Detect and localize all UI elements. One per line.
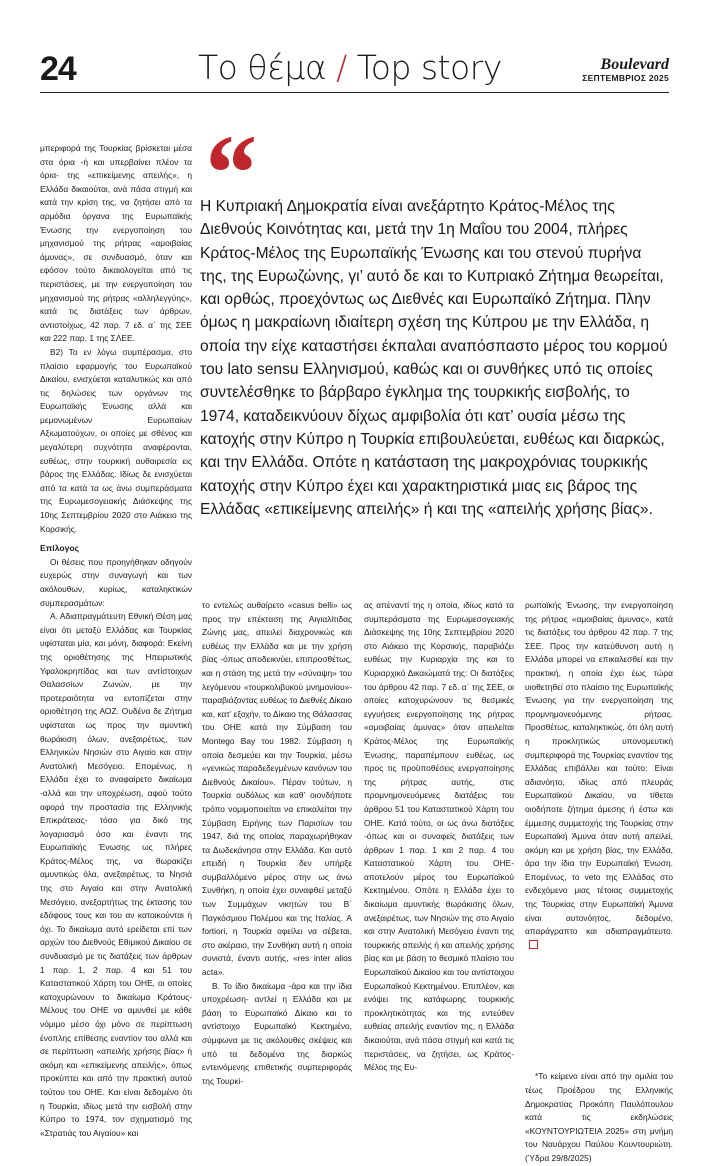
issue-date: ΣΕΠΤΕΜΒΡΙΟΣ 2025 bbox=[582, 73, 669, 83]
brand-logo: Boulevard bbox=[600, 56, 669, 73]
paragraph: το εντελώς αυθαίρετο «casus belli» ως προς την επέκταση της Αιγιαλίτιδας Ζώνης μας, απειλεί διαχρονικώς και ευθέως την Ελλάδα και με την χρήση βίας -όπως αποδεικνύει, επιπροσθέτως, και η στάση της μετά την «σύναψη» του λεγόμενου «τουρκολιβυκού μνημονίου»- παραβιάζοντας ευθέως το Διεθνές Δίκαιο και, κατ’ εξοχήν, το Δίκαιο της Θάλασσας του ΟΗΕ κατά την Σύμβαση του Montego Bay του 1982. Σύμβαση η οποία δεσμεύει και την Τουρκία, μέσω «γενικώς παραδεδεγμένων κανόνων του Διεθνούς Δικαίου». Πέραν τούτων, η Τουρκία ουδόλως και καθ’ οιονδήποτε τρόπο νομιμοποιείται να επικαλείται την Σύμβαση Ειρήνης των Παρισίων του 1947, διά της οποίας παραχωρήθηκαν τα Δωδεκάνησα στην Ελλάδα. Και αυτό επειδή η Τουρκία δεν υπήρξε συμβαλλόμενο μέρος στην ως άνω Συνθήκη, η οποία έχει συναφθεί μεταξύ των Συμμάχων νικητών του Β΄ Παγκόσμιου Πολέμου και της Ιταλίας. A fortiori, η Τουρκία οφείλει να σέβεται, στο ακέραιο, την Συνθήκη αυτή η οποία συνιστά, έναντι αυτής, «res inter alios acta». bbox=[202, 600, 352, 978]
header-rule bbox=[40, 92, 669, 93]
article-column-3 bbox=[364, 599, 514, 1075]
subheading-epilogue: Επίλογος bbox=[40, 543, 80, 554]
paragraph: μπεριφορά της Τουρκίας βρίσκεται μέσα στα όρια -ή και υπερβαίνει πλέον τα όρια- της «επικείμενης απειλής», η Ελλάδα δικαιούται, ανά πάσα στιγμή και κατά την κρίση της, να ζητήσει από τα αρμόδια όργανα της Ευρωπαϊκής Ένωσης την ενεργοποίηση του μηχανισμού της ρήτρας «αμοιβαίας άμυνας», σε συνδυασμό, όταν και εφόσον τούτο δικαιολογείται από τις περιστάσεις, με την ενεργοποίηση του μηχανισμού της ρήτρας «αλληλεγγύης», κατά τις διατάξεις των άρθρων, αντιστοίχως, 42 παρ. 7 εδ. α΄ της ΣΕΕ και 222 παρ. 1 της ΣΛΕΕ. bbox=[40, 143, 192, 344]
pull-quote: Η Κυπριακή Δημοκρατία είναι ανεξάρτητο Κράτος-Μέλος της Διεθνούς Κοινότητας και, μετά την 1η Μαΐου του 2004, πλήρες Κράτος-Μέλος της Ευρωπαϊκής Ένωσης και του στενού πυρήνα της, της Ευρωζώνης, γι’ αυτό δε και το Κυπριακό Ζήτημα θεωρείται, και ορθώς, προεχόντως ως Διεθνές και Ευρωπαϊκό Ζήτημα. Πλην όμως η μακραίωνη ιδιαίτερη σχέση της Κύπρου με την Ελλάδα, η οποία την είχε καταστήσει έκπαλαι αναπόσπαστο μέρος του κορμού του lato sensu Ελληνισμού, καθώς και οι συνθήκες υπό τις οποίες συντελέσθηκε το βάρβαρο έγκλημα της τουρκικής εισβολής, το 1974, καταδεικνύουν δίχως αμφιβολία ότι κατ’ ουσία μέσω της κατοχής στην Κύπρο η Τουρκία επιβουλεύεται, ευθέως και διαρκώς, και την Ελλάδα. Οπότε η κατάσταση της μακροχρόνιας τουρκικής κατοχής στην Κύπρο έχει και χαρακτηριστικά μιας εις βάρος της Ελλάδας «επικείμενης απειλής» ή και της «απειλής χρήσης βίας». bbox=[200, 198, 668, 518]
paragraph: Οι θέσεις που προηγήθηκαν οδηγούν ευχερώς στην συναγωγή και των ακόλουθων, κυρίως, καταληκτικών συμπερασμάτων: bbox=[40, 556, 192, 608]
masthead bbox=[582, 57, 669, 83]
section-title bbox=[198, 50, 502, 86]
article-column-2 bbox=[202, 599, 352, 1088]
footnote: *Το κείμενο είναι από την ομιλία του τέως Προέδρου της Ελληνικής Δημοκρατίας Προκόπη Παυλόπουλου κατά τις εκδηλώσεις «ΚΟΥΝΤΟΥΡΙΩΤΕΙΑ 2025» στη μνήμη του Ναυάρχου Παύλου Κουντουριώτη. (Ύδρα 29/8/2025) bbox=[525, 1071, 673, 1163]
paragraph: Α. Αδιαπραγμάτευτη Εθνική Θέση μας είναι ότι μεταξύ Ελλάδας και Τουρκίας υφίσταται μία, και μόνη, διαφορά: Εκείνη της οριοθέτησης της Ηπειρωτικής Υφαλοκρηπίδας και των αντίστοιχων Θαλασσίων Ζωνών, με την προτεραιότητα να εντοπίζεται στην οριοθέτηση της ΑΟΖ. Ουδένα δε Ζήτημα υφίσταται ως προς την αμυντική θωράκιση όλων, ανεξαιρέτως, των Ελληνικών Νησιών στο Αιγαίο και στην Ανατολική Μεσόγειο. Επομένως, η Ελλάδα έχει το αναφαίρετο δικαίωμα -αλλά και την υποχρέωση, αφού τούτο αφορά την προστασία της Ελληνικής Επικράτειας- τόσο για δικό της λογαριασμό όσο και έναντι της Ευρωπαϊκής Ένωσης ως πλήρες Κράτος-Μέλος της, να θωρακίζει αμυντικώς όλα, ανεξαιρέτως, τα Νησιά της στο Αιγαίο και στην Ανατολική Μεσόγειο, ανεξαρτήτως της έκτασης του εδάφους τους και του αν κατοικούνται ή όχι. Το δικαίωμα αυτό ερείδεται επί των αρχών του Διεθνούς Εθιμικού Δικαίου σε συνδυασμό με τις διατάξεις των άρθρων 1 παρ. 1, 2 παρ. 4 και 51 του Καταστατικού Χάρτη του ΟΗΕ, οι οποίες κατοχυρώνουν το δικαίωμα Κράτους-Μέλους του ΟΗΕ να αμυνθεί με κάθε νόμιμο μέσο όχι μόνο σε περίπτωση ένοπλης επίθεσης εναντίον του αλλά και σε περίπτωση «απειλής χρήσης βίας» ή ακόμη και «επικείμενης απειλής», όπως προκύπτει και από την πρακτική αυτού τούτου του ΟΗΕ. Και είναι δεδομένο ότι η Τουρκία, ιδίως μετά την εισβολή στην Κύπρο το 1974, τον σχηματισμό της «Στρατιάς του Αιγαίου» και bbox=[40, 611, 192, 1138]
quote-mark-icon: “ bbox=[200, 112, 255, 234]
section-title-english: Top story bbox=[356, 48, 502, 87]
end-square-icon bbox=[529, 940, 538, 949]
article-column-1 bbox=[40, 142, 192, 1140]
paragraph: ας απέναντί της η οποία, ιδίως κατά τα συμπεράσματα της Ευρωμεσογειακής Διάσκεψης της 10ης Σεπτεμβρίου 2020 στο Αιάκειο της Κορσικής, παραβιάζει ευθέως την Κυριαρχία της και το Κυριαρχικό Δικαιώματά της: Οι διατάξεις του άρθρου 42 παρ. 7 εδ. α΄ της ΣΕΕ, οι οποίες κατοχυρώνουν τις θεσμικές εγγυήσεις ενεργοποίησης της ρήτρας «αμοιβαίας άμυνας» όταν απειλείται Κράτος-Μέλος της Ευρωπαϊκής Ένωσης, παραπέμπουν ευθέως, ως προς τις προϋποθέσεις ενεργοποίησης της ρήτρας αυτής, στις προμνημονευόμενες διατάξεις του άρθρου 51 του Καταστατικού Χάρτη του ΟΗΕ. Κατά τούτο, οι ως άνω διατάξεις -όπως και οι συναφείς διατάξεις των άρθρων 1 παρ. 1 και 2 παρ. 4 του Καταστατικού Χάρτη του ΟΗΕ- αποτελούν μέρος του Ευρωπαϊκού Κεκτημένου. Οπότε η Ελλάδα έχει το δικαίωμα αμυντικής θωράκισης όλων, ανεξαιρέτως, των Νησιών της στο Αιγαίο και στην Ανατολική Μεσόγειο έναντι της τουρκικής απειλής ή και απειλής χρήσης βίας και με βάση το θεσμικό πλαίσιο του Ευρωπαϊκού Δικαίου και του αντίστοιχου Ευρωπαϊκού Κεκτημένου. Επιπλέον, και ενόψει της κατάφωρης τουρκικής προκλητικότητας και της εντεύθεν ευθείας απειλής εναντίον της, η Ελλάδα δικαιούται, ανά πάσα στιγμή και κατά τις περιστάσεις, να ζητήσει, ως Κράτος-Μέλος της Ευ- bbox=[364, 600, 514, 1073]
page-number: 24 bbox=[40, 50, 76, 88]
article-column-4 bbox=[525, 599, 673, 1166]
paragraph: ρωπαϊκής Ένωσης, την ενεργοποίηση της ρήτρας «αμοιβαίας άμυνας», κατά τις διατάξεις του άρθρου 42 παρ. 7 της ΣΕΕ. Προς την κατεύθυνση αυτή η Ελλάδα μπορεί να επικαλεσθεί και την πρακτική, η οποία έχει έως τώρα υιοθετηθεί στο πλαίσιο της Ευρωπαϊκής Ένωσης για την ενεργοποίηση της προμνημονευόμενης ρήτρας. Προσθέτως, καταληκτικώς, ότι όλη αυτή η προκλητικώς υπονομευτική συμπεριφορά της Τουρκίας εναντίον της Ελλάδας επιβάλλει και τούτο: Είναι αδιανόητο, ιδίως από πλευράς Ευρωπαϊκού Δικαίου, να τίθεται οιοδήποτε ζήτημα άμεσης ή έστω και έμμεσης συμμετοχής της Τουρκίας στην Ευρωπαϊκή Άμυνα όταν αυτή απειλεί, ακόμη και με χρήση βίας, την Ελλάδα, άρα την ίδια την Ευρωπαϊκή Ένωση. Επομένως, το veto της Ελλάδας στο ενδεχόμενο μιας τέτοιας συμμετοχής της Τουρκίας στην Ευρωπαϊκή Άμυνα είναι αυτονόητος, δεδομένο, απαράγραπτο και αδιαπραγμάτευτο. bbox=[525, 600, 673, 937]
paragraph: Β. Το ίδιο δικαίωμα -άρα και την ίδια υποχρέωση- αντλεί η Ελλάδα και με βάση το Ευρωπαϊκό Δίκαιο και το αντίστοιχο Ευρωπαϊκό Κεκτημένο, σύμφωνα με τις ακόλουθες σκέψεις και υπό τα δεδομένα της διαρκώς εντεινόμενης επιθετικής συμπεριφοράς της Τουρκί- bbox=[202, 980, 352, 1086]
section-title-greek: Το θέμα bbox=[198, 48, 327, 87]
section-title-slash: / bbox=[336, 48, 347, 87]
paragraph: Β2) Το εν λόγω συμπέρασμα, στο πλαίσιο εφαρμογής του Ευρωπαϊκού Δικαίου, ενισχύεται καταλυτικώς και από τις δηλώσεις των οργάνων της Ευρωπαϊκής Ένωσης αλλά και μεμονωμένων Ευρωπαίων Αξιωματούχων, οι οποίες με σθένος και μεγαλύτερη συχνότητα αναφέρονται, ευθέως, στην τουρκική αυθαιρεσία εις βάρος της Ελλάδας. Ιδίως δε ενισχύεται από τα κατά τα ως άνω συμπεράσματα της Ευρωμεσογειακής Διάσκεψης της 10ης Σεπτεμβρίου 2020 στο Αιάκειο της Κορσικής. bbox=[40, 346, 192, 534]
